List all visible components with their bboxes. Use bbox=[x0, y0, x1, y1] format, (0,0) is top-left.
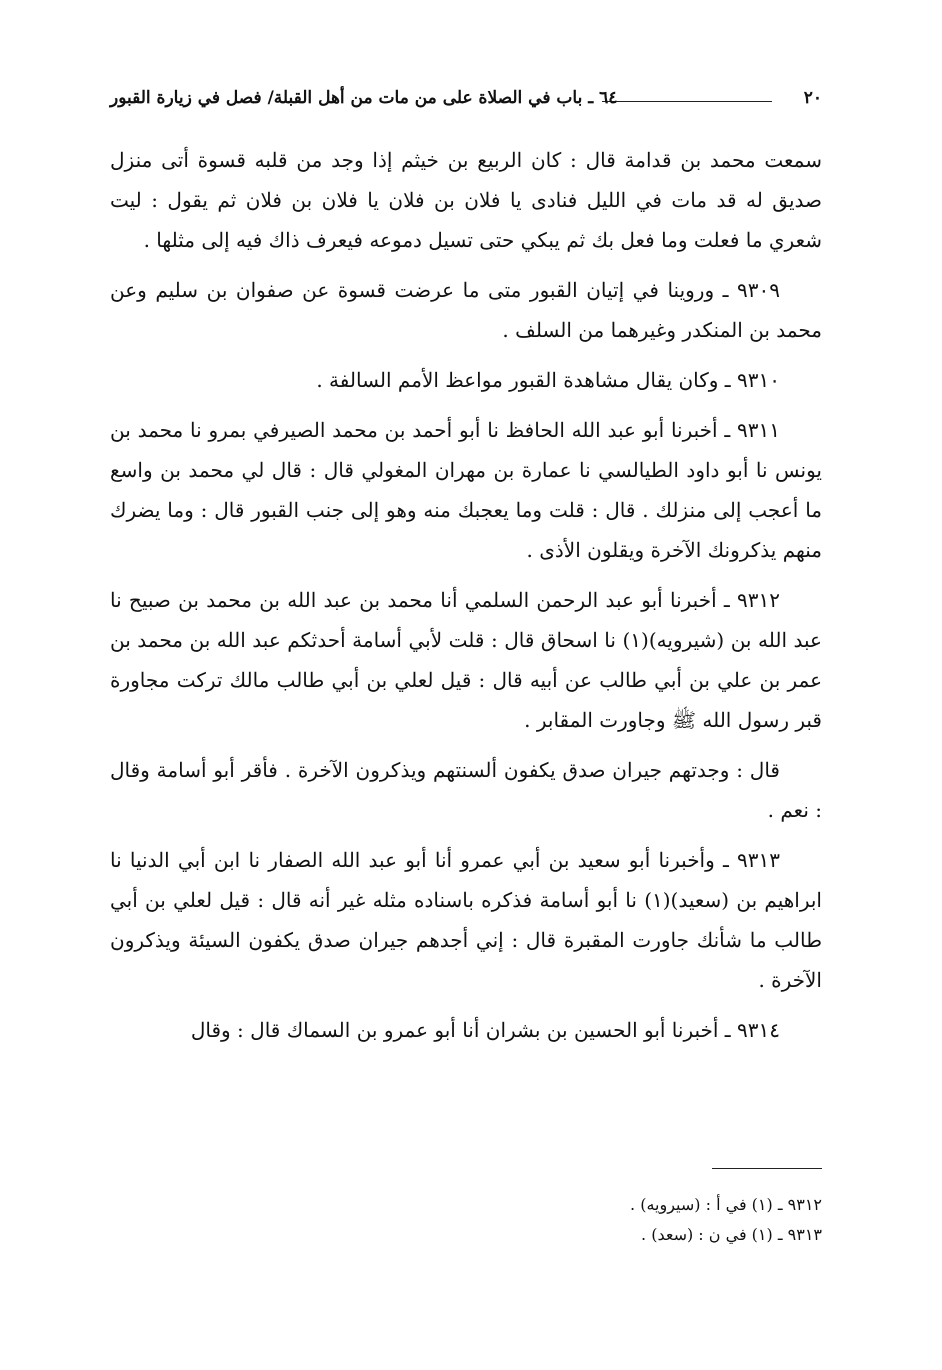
paragraph: ٩٣١٤ ـ أخبرنا أبو الحسين بن بشران أنا أبو عمرو بن السماك قال : وقال bbox=[190, 1018, 780, 1042]
header-rule bbox=[602, 101, 772, 102]
paragraph: سمعت محمد بن قدامة قال : كان الربيع بن خيثم إذا وجد من قلبه قسوة أتى منزل صديق له قد مات في الليل فنادى يا فلان بن فلان يا فلان بن فلان ثم يقول : ليت شعري ما فعلت وما فعل بك ثم يبكي حتى تسيل دموعه فيعرف ذاك فيه إلى مثلها . bbox=[110, 148, 822, 252]
footnote-divider bbox=[712, 1168, 822, 1169]
footnotes bbox=[110, 1190, 822, 1250]
paragraph: ٩٣١١ ـ أخبرنا أبو عبد الله الحافظ نا أبو أحمد بن محمد الصيرفي بمرو نا محمد بن يونس نا أبو داود الطيالسي نا عمارة بن مهران المغولي قال : قال لي محمد بن واسع ما أعجب إلى منزلك . قال : قلت وما يعجبك منه وهو إلى جنب القبور قال : وما يضرك منهم يذكرونك الآخرة ويقلون الأذى . bbox=[110, 418, 822, 562]
main-text bbox=[110, 140, 822, 1060]
running-header bbox=[110, 88, 822, 116]
chapter-title: ٦٤ ـ باب في الصلاة على من مات من أهل القبلة/ فصل في زيارة القبور bbox=[110, 88, 618, 108]
paragraph: قال : وجدتهم جيران صدق يكفون ألسنتهم ويذكرون الآخرة . فأقر أبو أسامة وقال : نعم . bbox=[110, 758, 822, 822]
paragraph: ٩٣١٢ ـ أخبرنا أبو عبد الرحمن السلمي أنا محمد بن عبد الله بن محمد بن صبيح نا عبد الله بن (شيرويه)(١) نا اسحاق قال : قلت لأبي أسامة أحدثكم عبد الله بن محمد بن عمر بن علي بن أبي طالب عن أبيه قال : قيل لعلي بن أبي طالب مالك تركت مجاورة قبر رسول الله ﷺ وجاورت المقابر . bbox=[110, 588, 823, 732]
footnote: ٩٣١٢ ـ (١) في أ : (سيرويه) . bbox=[630, 1195, 822, 1214]
paragraph: ٩٣٠٩ ـ وروينا في إتيان القبور متى ما عرضت قسوة عن صفوان بن سليم وعن محمد بن المنكدر وغيرهما من السلف . bbox=[110, 278, 822, 342]
footnote: ٩٣١٣ ـ (١) في ن : (سعد) . bbox=[641, 1225, 822, 1244]
paragraph: ٩٣١٠ ـ وكان يقال مشاهدة القبور مواعظ الأمم السالفة . bbox=[316, 368, 780, 392]
paragraph: ٩٣١٣ ـ وأخبرنا أبو سعيد بن أبي عمرو أنا أبو عبد الله الصفار نا ابن أبي الدنيا نا ابراهيم بن (سعيد)(١) نا أبو أسامة فذكره باسناده مثله غير أنه قال : قيل لعلي بن أبي طالب ما شأنك جاورت المقبرة قال : إني أجدهم جيران صدق يكفون السيئة ويذكرون الآخرة . bbox=[110, 848, 822, 992]
page-number: ٢٠ bbox=[803, 88, 822, 108]
book-page bbox=[110, 80, 822, 1270]
